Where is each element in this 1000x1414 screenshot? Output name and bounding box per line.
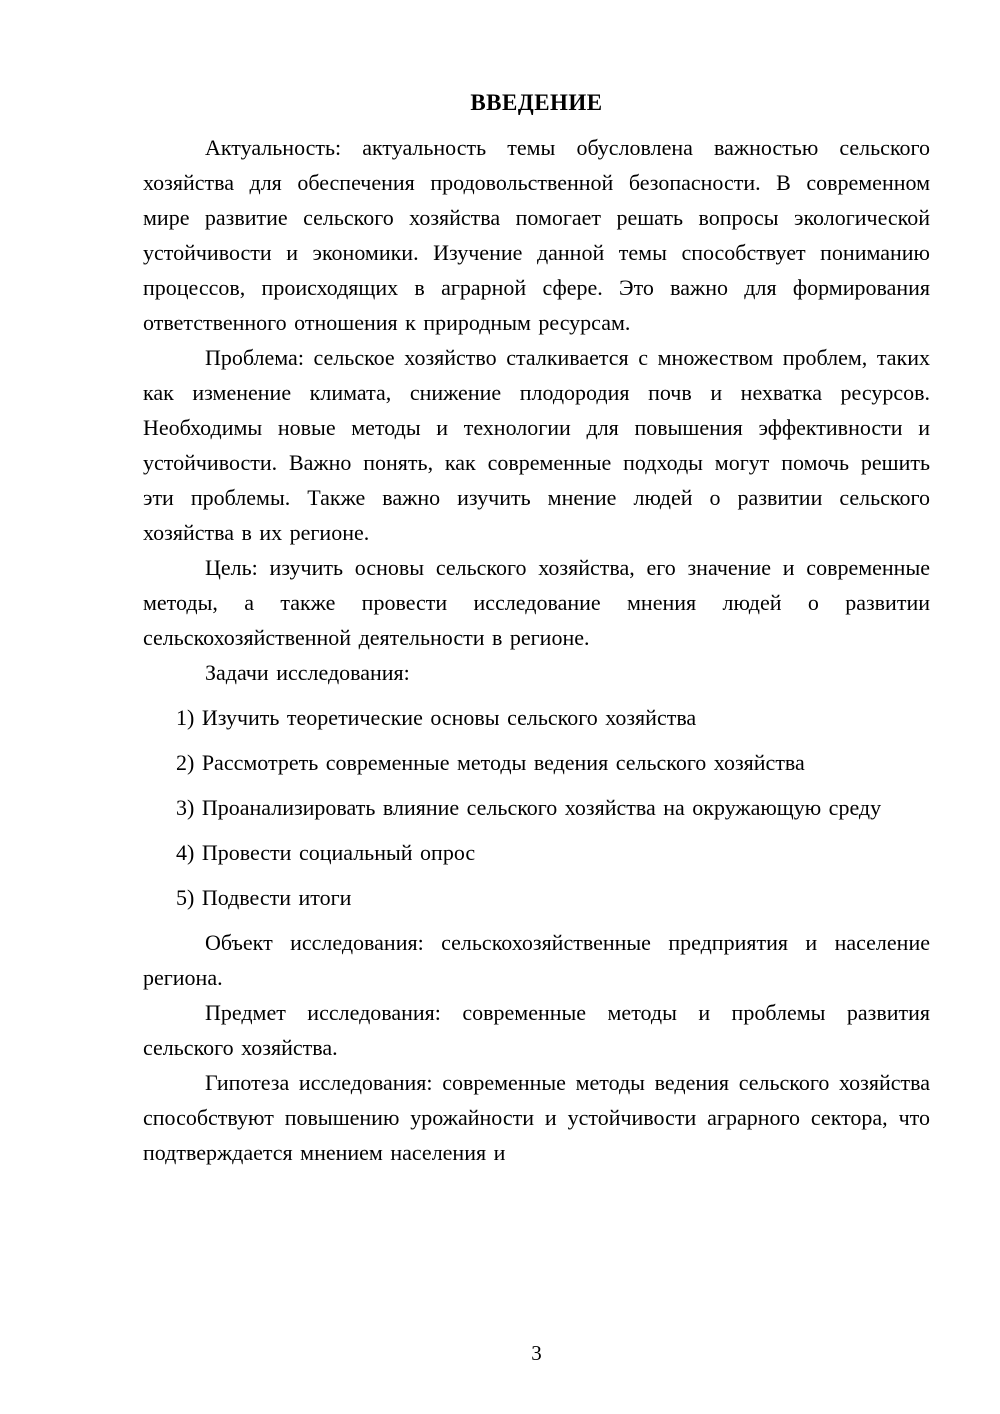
task-item-5: 5) Подвести итоги	[176, 885, 352, 910]
task-item-1: 1) Изучить теоретические основы сельского хозяйства	[176, 705, 697, 730]
paragraph-tasks-heading: Задачи исследования:	[205, 660, 410, 685]
page-title: ВВЕДЕНИЕ	[470, 90, 603, 115]
paragraph-subject: Предмет исследования: современные методы и проблемы развития сельского хозяйства.	[143, 1000, 930, 1060]
task-item-2: 2) Рассмотреть современные методы ведения сельского хозяйства	[176, 750, 805, 775]
paragraph-object: Объект исследования: сельскохозяйственные предприятия и население региона.	[143, 930, 930, 990]
task-item-3: 3) Проанализировать влияние сельского хозяйства на окружающую среду	[176, 795, 882, 820]
paragraph-problem: Проблема: сельское хозяйство сталкивается с множеством проблем, таких как изменение климата, снижение плодородия почв и нехватка ресурсов. Необходимы новые методы и технологии для повышения эффективности и устойчивости. Важно понять, как современные подходы могут помочь решить эти проблемы. Также важно изучить мнение людей о развитии сельского хозяйства в их регионе.	[143, 345, 930, 545]
task-item-4: 4) Провести социальный опрос	[176, 840, 476, 865]
paragraph-hypothesis: Гипотеза исследования: современные методы ведения сельского хозяйства способствуют повышению урожайности и устойчивости аграрного сектора, что подтверждается мнением населения и	[143, 1070, 930, 1165]
paragraph-relevance: Актуальность: актуальность темы обусловлена важностью сельского хозяйства для обеспечения продовольственной безопасности. В современном мире развитие сельского хозяйства помогает решать вопросы экологической устойчивости и экономики. Изучение данной темы способствует пониманию процессов, происходящих в аграрной сфере. Это важно для формирования ответственного отношения к природным ресурсам.	[143, 135, 930, 335]
paragraph-goal: Цель: изучить основы сельского хозяйства, его значение и современные методы, а также провести исследование мнения людей о развитии сельскохозяйственной деятельности в регионе.	[143, 555, 930, 650]
page-number: 3	[531, 1341, 542, 1365]
